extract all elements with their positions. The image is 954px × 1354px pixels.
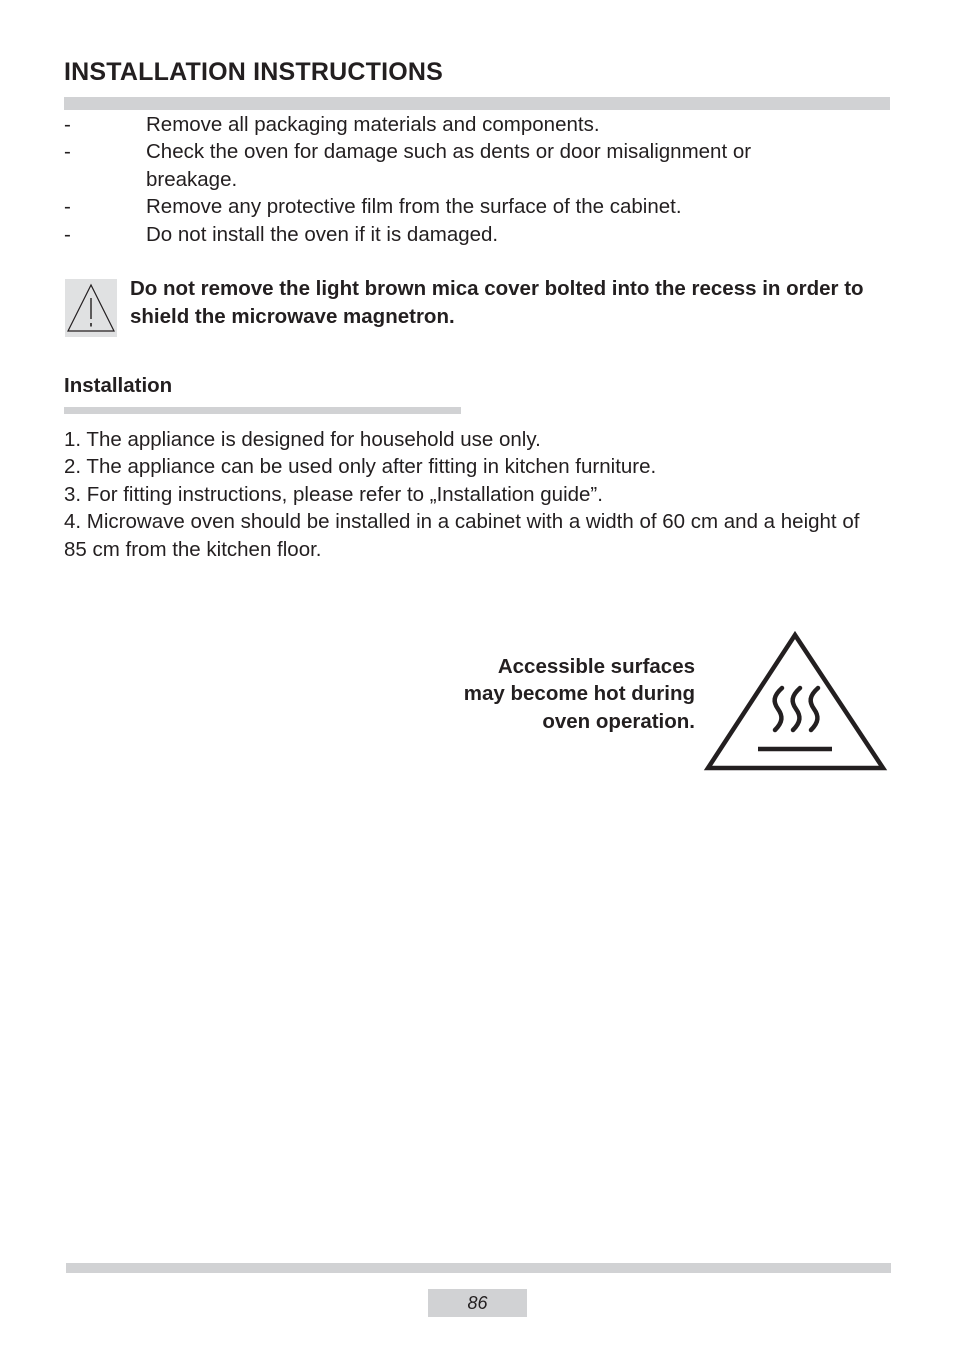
list-item-text: Remove any protective film from the surface of the cabinet. (146, 195, 682, 219)
hot-surface-notice (400, 653, 695, 735)
footer-divider (66, 1263, 891, 1273)
bullet-dash: - (64, 222, 71, 246)
list-item (64, 221, 890, 248)
step-item: 4. Microwave oven should be installed in a cabinet with a width of 60 cm and a height of 85 cm from the kitchen floor. (64, 510, 860, 561)
page-number: 86 (428, 1289, 527, 1317)
list-item-text: Do not install the oven if it is damaged. (146, 222, 499, 246)
warning-text: Do not remove the light brown mica cover bolted into the recess in order to shield the microwave magnetron. (130, 277, 864, 328)
bullet-dash: - (64, 195, 71, 219)
step-item: 2. The appliance can be used only after fitting in kitchen furniture. (64, 455, 657, 479)
section-divider (64, 407, 461, 414)
step-item: 3. For fitting instructions, please refer to „Installation guide”. (64, 482, 603, 506)
bullet-dash: - (64, 140, 71, 164)
step-item: 1. The appliance is designed for household use only. (64, 428, 541, 451)
installation-steps (64, 426, 864, 563)
hot-surface-line: Accessible surfaces (497, 655, 695, 678)
page-title: INSTALLATION INSTRUCTIONS (64, 58, 444, 86)
warning-triangle-icon (65, 279, 117, 337)
list-item (64, 111, 890, 138)
bullet-dash: - (64, 113, 71, 136)
list-item (64, 193, 890, 220)
hot-surface-line: may become hot during (463, 682, 695, 706)
section-heading: Installation (64, 374, 173, 397)
list-item-text: Remove all packaging materials and components. (146, 113, 600, 136)
title-divider (64, 97, 890, 110)
list-item-text: Check the oven for damage such as dents or door misalignment or breakage. (146, 140, 752, 191)
hot-surface-line: oven operation. (542, 709, 695, 733)
checklist (64, 111, 890, 248)
list-item (64, 138, 890, 193)
hot-surface-icon (703, 630, 888, 772)
